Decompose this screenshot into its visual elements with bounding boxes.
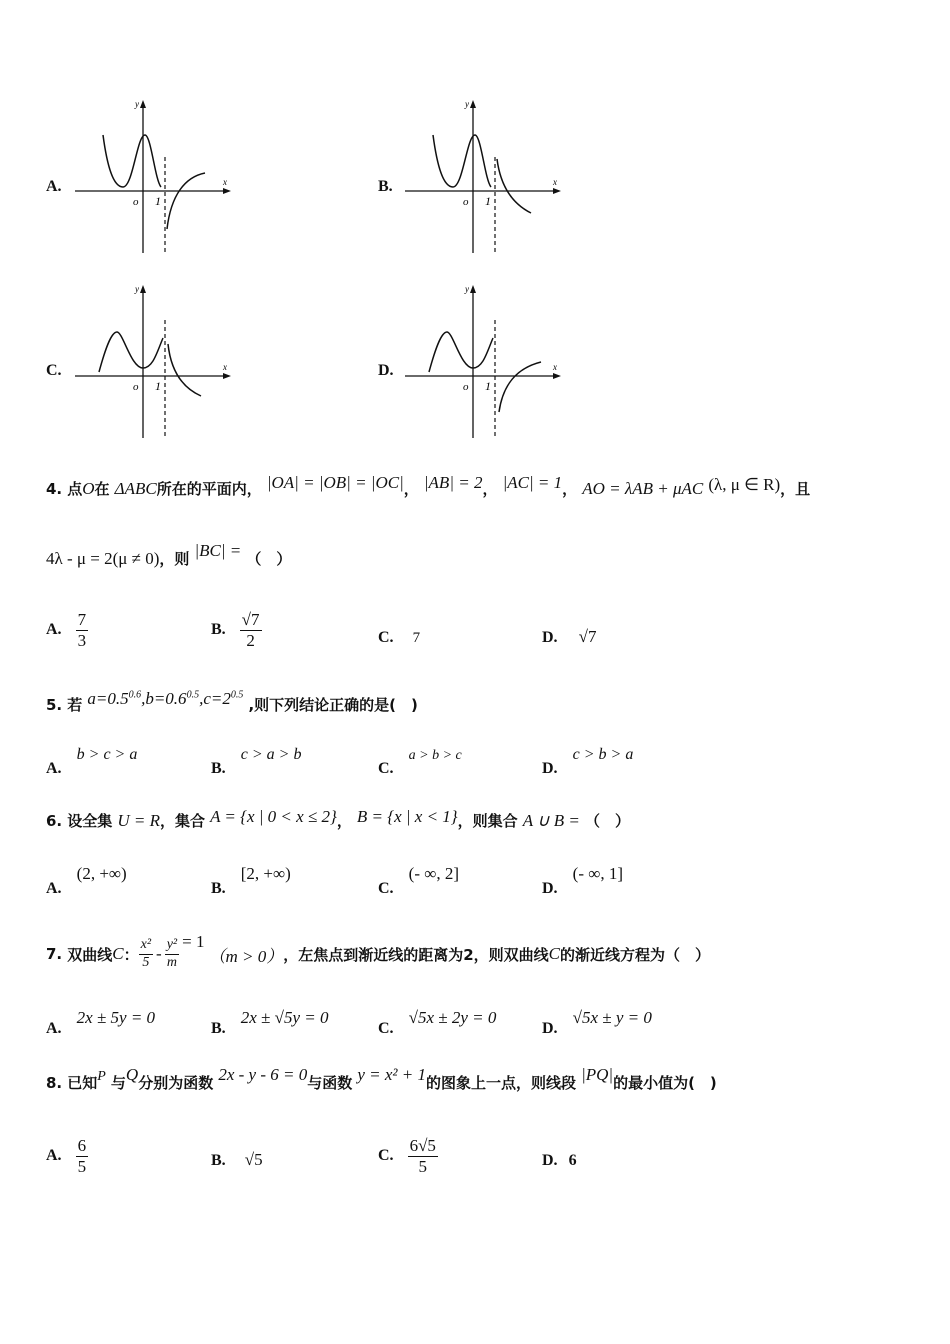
q8-option-d[interactable] — [542, 1150, 577, 1170]
q5-option-b-label: B. — [211, 760, 226, 777]
q7-option-a-value: 2x ± 5y = 0 — [76, 1008, 156, 1027]
q4-option-c-value: 7 — [412, 630, 421, 646]
q3-graph-c[interactable] — [75, 280, 235, 444]
q5-text-2: ,则下列结论正确的是( ) — [248, 696, 418, 714]
q4-option-a-value — [76, 610, 89, 650]
q4-option-b-value — [240, 610, 262, 650]
q3-d-x-label: x — [553, 362, 557, 372]
q4-a-numerator: 7 — [77, 609, 87, 629]
q3-a-origin-label: o — [133, 196, 139, 208]
q7-option-c[interactable] — [378, 1008, 497, 1037]
q4-option-b[interactable] — [211, 604, 262, 656]
q3-option-b-label: B. — [378, 178, 393, 195]
q6-option-a-value: (2, +∞) — [76, 864, 127, 883]
q4-answer-paren: （ ） — [246, 550, 292, 568]
q6-union: A ∪ B = — [522, 811, 580, 830]
q3-a-x-label: x — [223, 177, 227, 187]
q7-option-d[interactable] — [542, 1008, 652, 1037]
q5-a-base: a=0.5 — [87, 689, 129, 708]
q5-option-d[interactable] — [542, 744, 634, 777]
q7-eq-den-1: 5 — [142, 954, 150, 970]
q8-text-5: 的图象上一点，则线段 — [425, 1074, 576, 1092]
q7-text-3: 的渐近线方程为（ ） — [560, 945, 711, 964]
q3-a-y-label: y — [135, 99, 139, 109]
q3-c-x-label: x — [223, 362, 227, 372]
q8-a-numerator: 6 — [77, 1135, 87, 1155]
q8-function-1: 2x - y - 6 = 0 — [218, 1065, 308, 1084]
q4-condition-2: |AB| = 2 — [423, 473, 483, 492]
q3-b-x-label: x — [553, 177, 557, 187]
q8-point-q: Q — [125, 1065, 139, 1084]
q6-option-b-value: [2, +∞) — [240, 864, 291, 883]
q8-text-3: 分别为函数 — [138, 1074, 214, 1092]
q3-a-one-label: 1 — [155, 194, 161, 208]
q6-option-b[interactable] — [211, 864, 291, 897]
q7-stem — [46, 924, 710, 984]
q4-number: 4. — [46, 480, 63, 498]
q7-condition: （m > 0） — [208, 946, 284, 966]
q5-option-a-value: b > c > a — [76, 746, 138, 763]
q7-option-c-value: √5x ± 2y = 0 — [408, 1008, 497, 1027]
q7-option-b-value: 2x ± √5y = 0 — [240, 1008, 329, 1027]
q4-b-numerator: √7 — [241, 609, 260, 629]
q5-c-exp: 0.5 — [230, 689, 244, 701]
q3-b-y-label: y — [465, 99, 469, 109]
q6-option-a[interactable] — [46, 864, 127, 897]
q3-graph-b[interactable] — [405, 95, 565, 259]
q3-d-y-label: y — [465, 284, 469, 294]
q5-number: 5. — [46, 696, 63, 714]
q8-text-4: 与函数 — [307, 1074, 353, 1092]
q4-text-1: 点 — [67, 480, 83, 498]
q6-set-a: A = {x | 0 < x ≤ 2} — [210, 807, 337, 826]
q3-option-c-label: C. — [46, 362, 62, 379]
q3-d-one-label: 1 — [485, 379, 491, 393]
q5-option-c[interactable] — [378, 744, 462, 777]
q5-a-exp: 0.6 — [128, 689, 142, 701]
q4-option-c-label: C. — [378, 629, 394, 646]
q8-option-c-value — [408, 1136, 438, 1176]
q5-option-c-label: C. — [378, 760, 394, 777]
q7-text-2: ，左焦点到渐近线的距离为2，则双曲线 — [283, 945, 549, 964]
q4-a-denominator: 3 — [77, 630, 87, 650]
q4-condition-5: 4λ - μ = 2(μ ≠ 0) — [46, 549, 160, 568]
q8-segment-pq: |PQ| — [581, 1065, 614, 1084]
q8-option-a-label: A. — [46, 1147, 62, 1164]
q8-stem — [46, 1065, 717, 1093]
q7-colon: ： — [123, 945, 139, 964]
q6-option-b-label: B. — [211, 880, 226, 897]
q4-option-b-label: B. — [211, 621, 226, 638]
q4-text-2: 在 — [94, 480, 110, 498]
q8-c-numerator: 6√5 — [409, 1135, 436, 1155]
q4-option-c[interactable] — [378, 627, 420, 647]
q8-option-b-value: √5 — [244, 1150, 263, 1169]
q6-option-d-label: D. — [542, 880, 558, 897]
q5-c-base: ,c=2 — [199, 689, 231, 708]
q5-b-base: ,b=0.6 — [141, 689, 187, 708]
q3-c-y-label: y — [135, 284, 139, 294]
q4-text-3: 所在的平面内， — [156, 480, 262, 498]
q7-eq-frac-1 — [139, 937, 153, 970]
q4-comma-2: ， — [482, 480, 498, 498]
q3-graph-d[interactable] — [405, 280, 565, 444]
q7-eq-num-1: x² — [139, 937, 153, 954]
q7-eq-minus: - — [156, 944, 162, 963]
q8-point-p: P — [97, 1069, 106, 1084]
q4-comma-1: ， — [403, 480, 419, 498]
q6-number: 6. — [46, 812, 63, 830]
q8-text-6: 的最小值为( ) — [613, 1074, 717, 1092]
q4-b-denominator: 2 — [246, 630, 255, 650]
q4-condition-4: AO = λAB + μAC — [582, 479, 704, 498]
q4-condition-3: |AC| = 1 — [502, 473, 563, 492]
q5-b-exp: 0.5 — [186, 689, 200, 701]
q6-answer-paren: （ ） — [584, 812, 630, 830]
q4-text-4: ，且 — [780, 480, 811, 498]
q6-text-1: 设全集 — [67, 812, 113, 830]
q7-option-a-label: A. — [46, 1020, 62, 1037]
q6-comma: ， — [336, 812, 352, 830]
q8-option-a[interactable] — [46, 1128, 88, 1184]
q7-number: 7. — [46, 945, 63, 963]
q5-option-a-label: A. — [46, 760, 62, 777]
q4-option-d[interactable] — [542, 627, 597, 647]
q7-eq-rhs: = 1 — [182, 932, 205, 951]
q6-option-d-value: (- ∞, 1] — [572, 864, 624, 883]
q7-eq-den-2: m — [166, 954, 177, 970]
q8-function-2: y = x² + 1 — [357, 1065, 426, 1084]
q4-option-a-label: A. — [46, 621, 62, 638]
q8-c-denominator: 5 — [418, 1156, 427, 1176]
q7-curve-c-2: C — [548, 944, 561, 963]
q3-b-one-label: 1 — [485, 194, 491, 208]
q7-option-d-value: √5x ± y = 0 — [572, 1008, 652, 1027]
q6-option-c-value: (- ∞, 2] — [408, 864, 460, 883]
q5-text-1: 若 — [67, 696, 83, 714]
q5-option-b-value: c > a > b — [240, 746, 302, 763]
q6-stem — [46, 807, 630, 831]
q8-option-d-label: D. — [542, 1152, 558, 1169]
q5-option-a[interactable] — [46, 744, 138, 777]
q6-text-3: ，则集合 — [457, 812, 518, 830]
q7-option-d-label: D. — [542, 1020, 558, 1037]
q4-condition-4b: (λ, μ ∈ R) — [708, 475, 781, 494]
q3-b-origin-label: o — [463, 196, 469, 208]
q4-stem-line1 — [46, 473, 811, 499]
q4-text-5: ，则 — [159, 550, 190, 568]
q7-option-b-label: B. — [211, 1020, 226, 1037]
q8-option-b-label: B. — [211, 1152, 226, 1169]
q8-option-b[interactable] — [211, 1150, 263, 1170]
q3-c-one-label: 1 — [155, 379, 161, 393]
q6-text-2: ，集合 — [159, 812, 205, 830]
q3-option-a-label: A. — [46, 178, 62, 195]
q5-expression — [87, 689, 243, 708]
q7-curve-c: C — [112, 944, 124, 963]
q5-option-d-label: D. — [542, 760, 558, 777]
q5-option-b[interactable] — [211, 744, 302, 777]
q6-set-b: B = {x | x < 1} — [356, 807, 458, 826]
q3-option-d-label: D. — [378, 362, 394, 379]
q8-option-c[interactable] — [378, 1128, 438, 1184]
q4-option-a[interactable] — [46, 604, 88, 656]
q7-eq-frac-2 — [165, 937, 179, 970]
q3-d-origin-label: o — [463, 381, 469, 393]
q4-triangle: ΔABC — [114, 479, 157, 498]
q7-option-c-label: C. — [378, 1020, 394, 1037]
q4-bc-magnitude: |BC| = — [194, 541, 242, 560]
q8-option-a-value — [76, 1136, 89, 1176]
q6-option-d[interactable] — [542, 864, 624, 897]
q8-a-denominator: 5 — [77, 1156, 87, 1176]
q4-comma-3: ， — [562, 480, 578, 498]
q8-option-d-value: 6 — [568, 1152, 577, 1169]
q5-option-c-value: a > b > c — [408, 748, 462, 763]
q6-option-c-label: C. — [378, 880, 394, 897]
q5-option-d-value: c > b > a — [572, 746, 634, 763]
q6-universal-set: U = R — [117, 811, 160, 830]
q8-number: 8. — [46, 1074, 63, 1092]
q8-text-1: 已知 — [67, 1074, 98, 1092]
q4-condition-1: |OA| = |OB| = |OC| — [266, 473, 404, 492]
q7-eq-num-2: y² — [165, 937, 179, 954]
q7-option-a[interactable] — [46, 1008, 156, 1037]
q7-text-1: 双曲线 — [67, 945, 113, 964]
q8-option-c-label: C. — [378, 1147, 394, 1164]
q6-option-a-label: A. — [46, 880, 62, 897]
q6-option-c[interactable] — [378, 864, 460, 897]
q4-stem-line2 — [46, 541, 292, 569]
q5-stem — [46, 689, 418, 715]
q3-graph-a[interactable] — [75, 95, 235, 259]
q8-text-2: 与 — [110, 1074, 126, 1092]
q4-point-o: O — [82, 479, 95, 498]
q3-c-origin-label: o — [133, 381, 139, 393]
q4-option-d-value: √7 — [578, 627, 597, 646]
q7-option-b[interactable] — [211, 1008, 329, 1037]
q4-option-d-label: D. — [542, 629, 558, 646]
